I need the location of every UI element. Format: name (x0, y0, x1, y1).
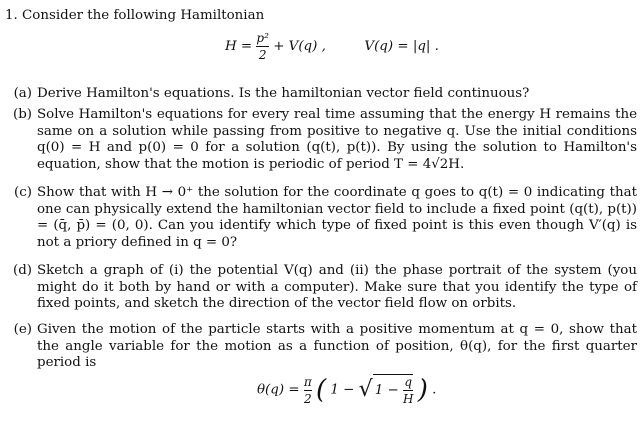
part-a-label: (a) (13, 86, 32, 101)
kinetic-numerator: p² (256, 31, 269, 45)
theta-equation (257, 374, 437, 414)
sqrt-body (373, 374, 414, 406)
problem-heading (5, 8, 264, 25)
q-numerator: q (404, 375, 413, 389)
part-c-text: Show that with H → 0⁺ the solution for the coordinate q goes to q(t) = 0 indicating that one can physically extend the hamiltonian vector field to include a fixed point (q(t), p(t)) = (q̄, p̄) = (0, 0). Can you identify which type of fixed point is this even though V′(q) is not a priory defined in q = 0? (37, 185, 637, 250)
part-b-text: Solve Hamilton's equations for every real time assuming that the energy H remains the same on a solution while passing from positive to negative q. Use the initial conditions q(0) = H and p(0) = 0 for a solution (q(t), p(t)). By using the solution to Hamilton's equation, show that the motion is periodic of period T = 4√2H. (37, 107, 637, 172)
part-c-label: (c) (14, 185, 32, 200)
part-e (13, 322, 637, 372)
fraction-bar (304, 390, 312, 391)
problem-intro: Consider the following Hamiltonian (22, 8, 265, 23)
one-minus: 1 − (330, 382, 355, 398)
part-d-text: Sketch a graph of (i) the potential V(q) and (ii) the phase portrait of the system (you might do it both by hand or with a computer). Make sure that you identify the type of fixed points, and sketch the direction of the vector field flow on orbits. (37, 263, 637, 312)
kinetic-denominator: 2 (258, 48, 267, 62)
fraction-bar (256, 46, 269, 47)
q-over-H-fraction (403, 375, 413, 406)
part-a-text: Derive Hamilton's equations. Is the hamiltonian vector field continuous? (37, 86, 530, 101)
theta-end: . (432, 382, 437, 398)
right-paren: ) (417, 375, 428, 405)
hamiltonian-lhs: H = (225, 39, 253, 54)
inner-one-minus: 1 − (374, 383, 399, 398)
part-e-text: Given the motion of the particle starts with a positive momentum at q = 0, show that the angle variable for the motion as a function of position, θ(q), for the first quarter period is (37, 322, 637, 371)
part-d (12, 263, 637, 313)
problem-number: 1. (5, 8, 18, 23)
left-paren: ( (315, 375, 327, 405)
potential-definition: V(q) = |q| . (364, 39, 439, 54)
hamiltonian-equation (225, 31, 455, 69)
potential-term: + V(q) , (273, 39, 326, 54)
pi-numerator: π (303, 374, 312, 389)
H-denominator: H (402, 392, 414, 406)
part-b-label: (b) (12, 107, 32, 122)
part-c (14, 185, 637, 251)
sqrt-sign: √ (358, 377, 373, 402)
part-b (12, 107, 637, 173)
theta-lhs: θ(q) = (257, 382, 300, 398)
part-a (13, 86, 637, 103)
part-d-label: (d) (12, 263, 32, 278)
pi-over-two-fraction (304, 375, 312, 406)
kinetic-term-fraction (256, 31, 269, 62)
two-denominator: 2 (303, 391, 312, 406)
fraction-bar (403, 390, 413, 391)
part-e-label: (e) (13, 322, 32, 337)
